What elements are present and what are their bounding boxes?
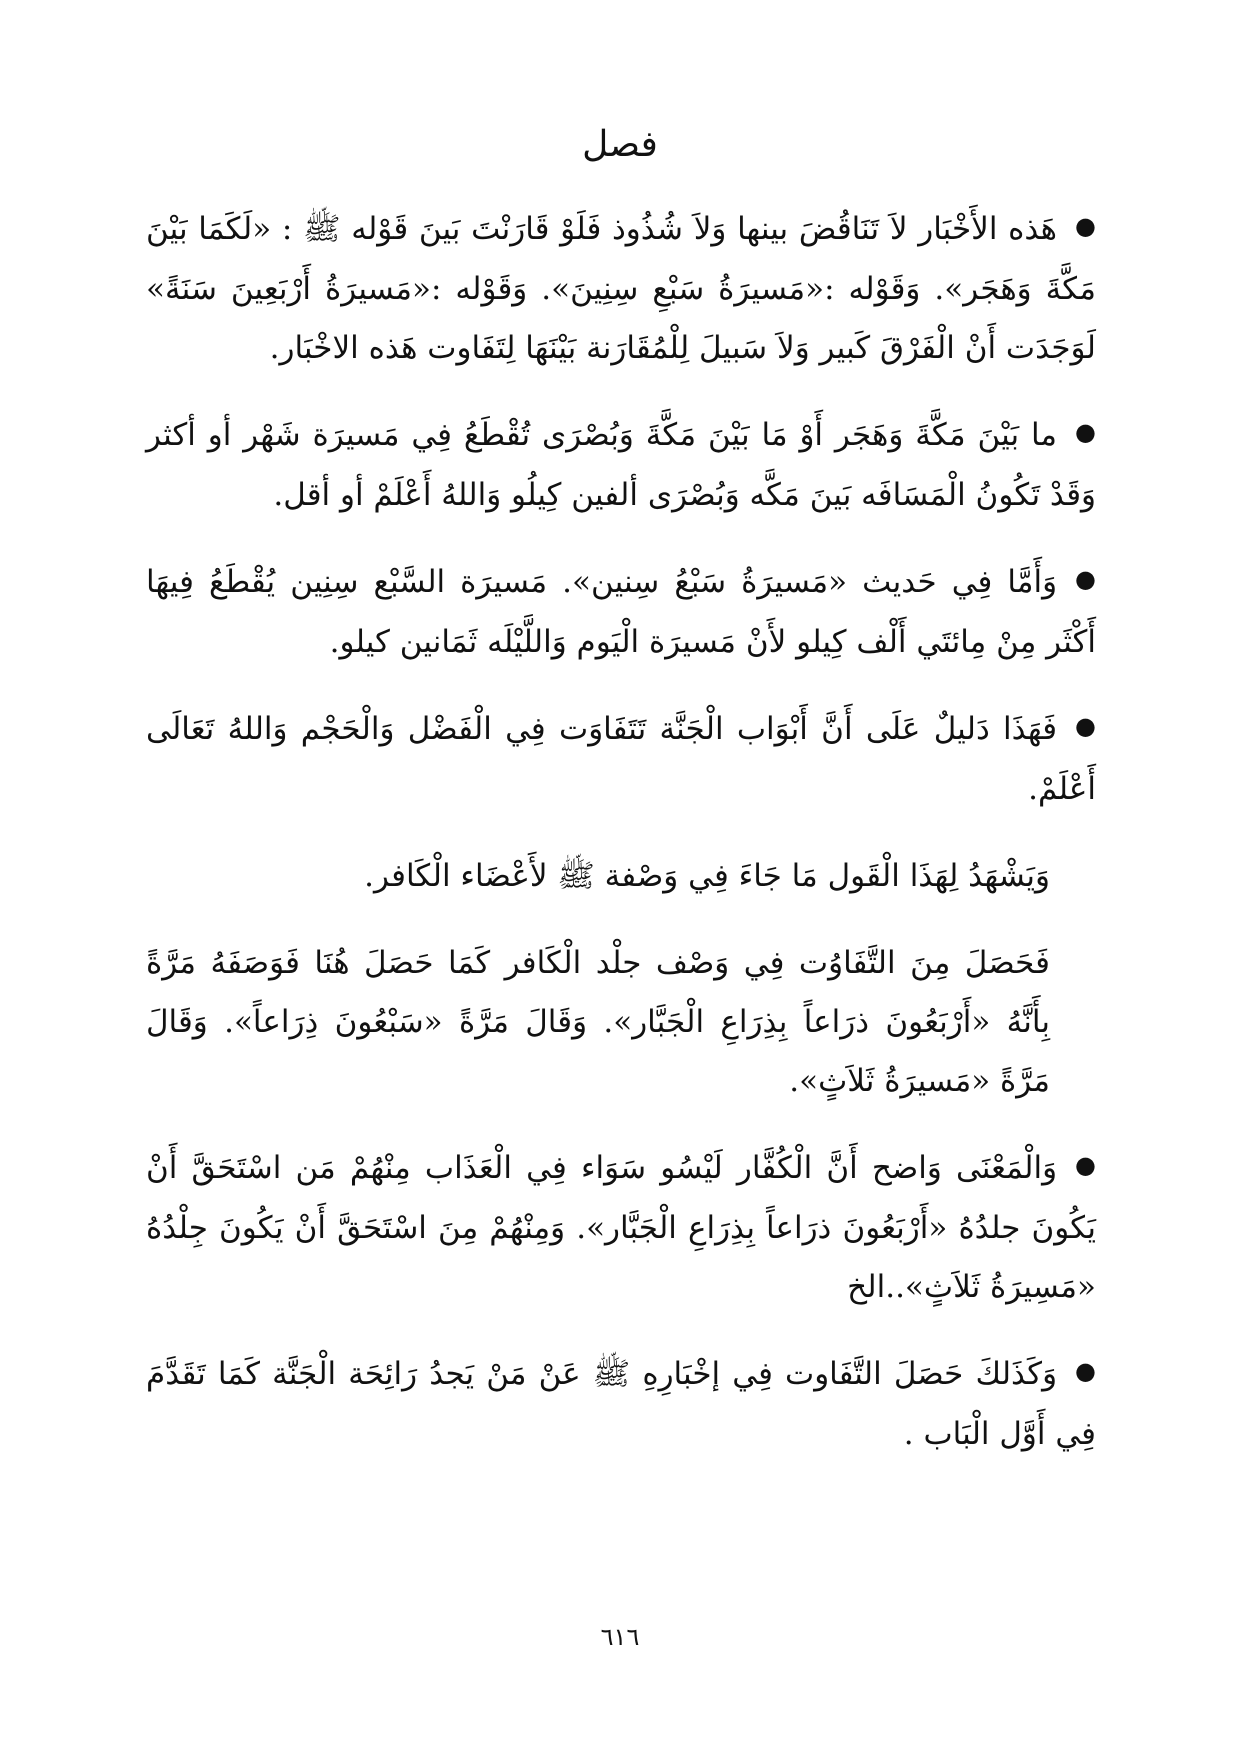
paragraph-text: ما بَيْنَ مَكَّةَ وَهَجَر أَوْ مَا بَيْنَ مَكَّةَ وَبُصْرَى تُقْطَعُ فِي مَسيرَة شَهْر أو أكثر وَقَدْ تَكُونُ الْمَسَافَه بَينَ مَكَّه وَبُصْرَى ألفين كِيلُو وَاللهُ أَعْلَمْ أو أقل. bbox=[146, 417, 1096, 513]
paragraph-1 bbox=[146, 200, 1096, 378]
body-text bbox=[146, 200, 1096, 1492]
paragraph-4 bbox=[146, 700, 1096, 819]
paragraph-text: وَأَمَّا فِي حَديث «مَسيرَةُ سَبْعُ سِنين». مَسيرَة السَّبْع سِنِين يُقْطَعُ فِيهَا أَكْثَر مِنْ مِائتَي أَلْف كِيلو لأَنْ مَسيرَة الْيَوم وَاللَّيْلَه ثَمَانين كيلو. bbox=[146, 564, 1096, 660]
paragraph-text: وَيَشْهَدُ لِهَذَا الْقَول مَا جَاءَ فِي وَصْفة ﷺ لأَعْضَاء الْكَافر. bbox=[364, 858, 1050, 894]
page-title: فصل bbox=[582, 124, 658, 165]
paragraph-8 bbox=[146, 1345, 1096, 1464]
bullet-icon: ● bbox=[1075, 1151, 1096, 1179]
paragraph-text: وَكَذَلكَ حَصَلَ التَّفَاوت فِي إخْبَارِهِ ﷺ عَنْ مَنْ يَجدُ رَائِحَة الْجَنَّة كَمَا تَقَدَّمَ فِي أَوَّل الْبَاب . bbox=[146, 1356, 1096, 1452]
paragraph-text: وَالْمَعْنَى وَاضح أَنَّ الْكُفَّار لَيْسُو سَوَاء فِي الْعَذَاب مِنْهُمْ مَن اسْتَحَقَّ أَنْ يَكُونَ جلدُهُ «أَرْبَعُونَ ذرَاعاً بِذِرَاعِ الْجَبَّار». وَمِنْهُمْ مِنَ اسْتَحَقَّ أَنْ يَكُونَ جِلْدُهُ «مَسِيرَةُ ثَلاَثٍ»..الخ bbox=[146, 1150, 1096, 1305]
paragraph-6 bbox=[146, 934, 1096, 1111]
bullet-icon: ● bbox=[1075, 712, 1096, 740]
paragraph-text: هَذه الأَخْبَار لاَ تَنَاقُضَ بينها وَلاَ شُذُوذ فَلَوْ قَارَنْتَ بَينَ قَوْله ﷺ : «لَكَمَا بَيْنَ مَكَّةَ وَهَجَر». وَقَوْله :«مَسيرَةُ سَبْعِ سِنِينَ». وَقَوْله :«مَسيرَةُ أَرْبَعِينَ سَنَةً» لَوَجَدَت أَنْ الْفَرْقَ كَبير وَلاَ سَبيلَ لِلْمُقَارَنة بَيْنَهَا لِتَفَاوت هَذه الاخْبَار. bbox=[146, 211, 1096, 366]
bullet-icon: ● bbox=[1075, 565, 1096, 593]
bullet-icon: ● bbox=[1075, 212, 1096, 240]
page-number: ٦١٦ bbox=[600, 1623, 640, 1651]
bullet-icon: ● bbox=[1075, 418, 1096, 446]
paragraph-text: فَهَذَا دَليلٌ عَلَى أَنَّ أَبْوَاب الْجَنَّة تَتَفَاوَت فِي الْفَضْل وَالْحَجْم وَاللهُ تَعَالَى أَعْلَمْ. bbox=[146, 711, 1096, 807]
paragraph-7 bbox=[146, 1139, 1096, 1317]
paragraph-text: فَحَصَلَ مِنَ التَّفَاوُت فِي وَصْف جلْد الْكَافر كَمَا حَصَلَ هُنَا فَوَصَفَهُ مَرَّةً بِأَنَّهُ «أَرْبَعُونَ ذرَاعاً بِذِرَاعِ الْجَبَّار». وَقَالَ مَرَّةً «سَبْعُونَ ذِرَاعاً». وَقَالَ مَرَّةً «مَسيرَةُ ثَلاَثٍ». bbox=[146, 945, 1050, 1099]
paragraph-3 bbox=[146, 553, 1096, 672]
bullet-icon: ● bbox=[1075, 1357, 1096, 1385]
paragraph-2 bbox=[146, 406, 1096, 525]
paragraph-5 bbox=[146, 847, 1096, 906]
